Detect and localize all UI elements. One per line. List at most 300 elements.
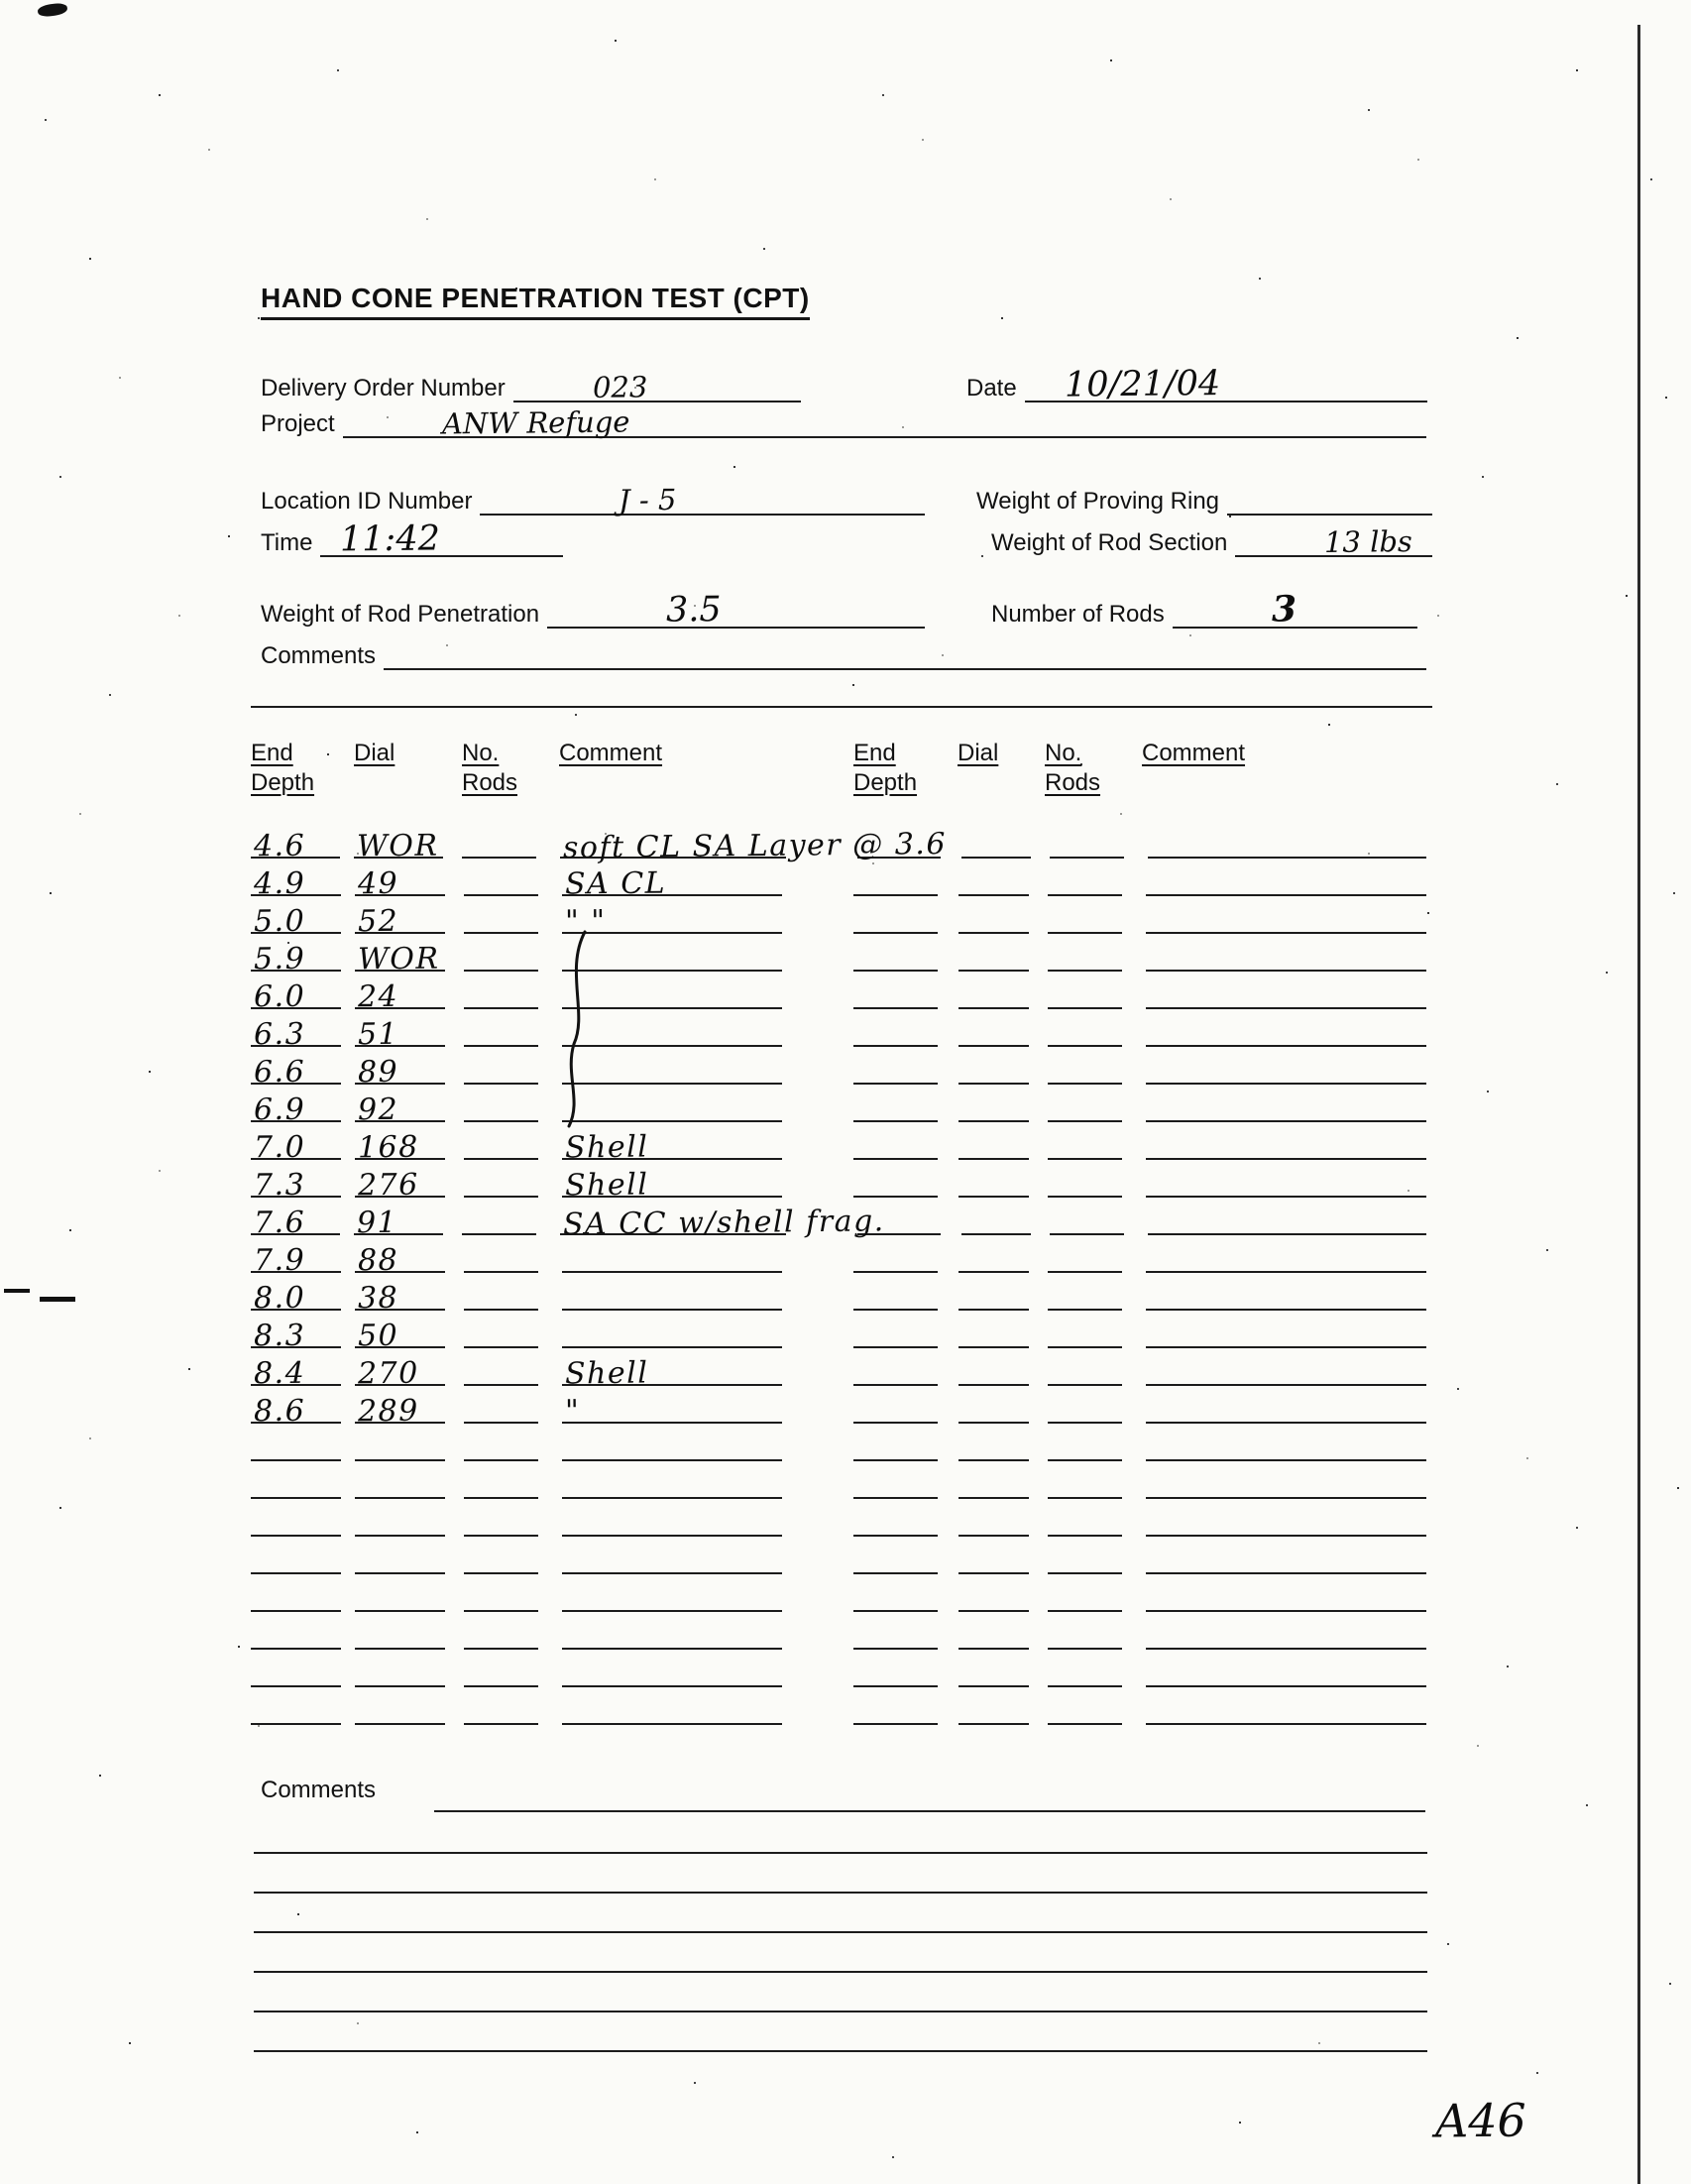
end-depth-value: 7.9 [253, 1242, 306, 1279]
footer-comment-line [254, 1971, 1427, 1973]
comment-value: " [564, 1393, 581, 1430]
no-rods-cell [464, 1610, 538, 1612]
footer-comments-label: Comments [261, 1777, 377, 1803]
no-rods-cell [464, 1309, 538, 1311]
no-rods-cell [464, 1158, 538, 1160]
end-depth-cell-right [853, 1045, 938, 1047]
table-row [251, 1650, 1426, 1687]
comment-cell-right [1146, 1610, 1426, 1612]
end-depth-cell [251, 1092, 341, 1128]
comment-cell [562, 1309, 783, 1311]
date-line [1025, 363, 1427, 405]
footer-comment-line [254, 1931, 1427, 1933]
col-no-rods-right [1045, 739, 1118, 798]
depth-header: Depth [853, 769, 918, 796]
no-rods-cell [464, 932, 538, 934]
no-header: No. [1045, 740, 1082, 766]
end-depth-cell [251, 1016, 341, 1053]
end-depth-cell-right [853, 1497, 938, 1499]
date-value: 10/21/04 [1064, 363, 1221, 405]
comment-header: Comment [559, 740, 663, 766]
comment-cell-right [1146, 1572, 1426, 1574]
comment-cell [562, 1572, 783, 1574]
table-row [251, 972, 1426, 1015]
end-depth-cell-right [853, 1007, 938, 1009]
proving-ring-line [1227, 476, 1432, 516]
table-row [251, 1687, 1426, 1725]
proving-ring-label: Weight of Proving Ring [976, 488, 1220, 515]
table-header [251, 739, 1426, 798]
dial-cell-right [958, 1610, 1028, 1612]
dial-cell [355, 1167, 445, 1204]
end-depth-value: 6.3 [253, 1016, 306, 1053]
dial-cell-right [958, 1120, 1028, 1122]
dial-cell-right [958, 1045, 1028, 1047]
end-depth-cell-right [853, 1723, 938, 1725]
comment-cell [562, 1355, 783, 1392]
table-row [251, 1386, 1426, 1430]
handwritten-brace [561, 930, 589, 1128]
comment-cell-right [1148, 857, 1426, 859]
table-row [251, 1537, 1426, 1574]
scan-artifact-blob [37, 2, 67, 18]
end-header: End [853, 740, 896, 766]
end-depth-cell [251, 903, 341, 940]
col-comment-right [1142, 739, 1426, 768]
no-rods-cell [464, 1045, 538, 1047]
comment-cell [562, 1497, 783, 1499]
dial-value: 91 [357, 1205, 398, 1241]
cpt-readings-table [251, 821, 1426, 1725]
dial-cell [355, 1016, 445, 1053]
rods-header: Rods [1045, 769, 1101, 796]
comment-cell-right [1146, 1648, 1426, 1650]
end-depth-value: 8.6 [253, 1393, 306, 1430]
col-no-rods-left [462, 739, 535, 798]
end-header: End [251, 740, 293, 766]
no-rods-cell-right [1048, 1196, 1122, 1198]
project-line [343, 399, 1426, 441]
no-rods-cell-right [1048, 932, 1122, 934]
location-id-value: J - 5 [619, 482, 677, 517]
dial-cell-right [958, 932, 1028, 934]
table-row [251, 1311, 1426, 1354]
table-row [251, 859, 1426, 902]
no-rods-cell [464, 1083, 538, 1085]
end-depth-cell [251, 941, 341, 977]
no-rods-cell [464, 1007, 538, 1009]
dial-cell [355, 903, 445, 940]
number-of-rods-field [991, 588, 1417, 631]
dial-cell [355, 1459, 445, 1461]
comment-cell [562, 1648, 783, 1650]
end-depth-cell [251, 1723, 341, 1725]
dial-header: Dial [354, 740, 395, 766]
dial-value: 289 [357, 1393, 419, 1430]
comment-cell-right [1146, 1271, 1426, 1273]
end-depth-cell [251, 1572, 341, 1574]
comment-cell-right [1146, 1045, 1426, 1047]
no-rods-cell [464, 894, 538, 896]
end-depth-cell-right [853, 1535, 938, 1537]
end-depth-value: 8.4 [253, 1355, 306, 1392]
no-rods-cell-right [1048, 1685, 1122, 1687]
comment-cell-right [1146, 1083, 1426, 1085]
dial-cell [355, 1280, 445, 1317]
project-field [261, 401, 1426, 441]
no-rods-cell-right [1048, 1346, 1122, 1348]
end-depth-cell [251, 1393, 341, 1430]
end-depth-cell-right [853, 1120, 938, 1122]
end-depth-cell [251, 1497, 341, 1499]
comment-value: soft CL SA Layer @ 3.6 [562, 826, 948, 866]
scan-artifact-dash [4, 1289, 30, 1293]
top-comments-label: Comments [261, 642, 377, 669]
comment-cell [562, 1129, 783, 1166]
table-row [251, 1009, 1426, 1053]
dial-value: 88 [357, 1242, 399, 1279]
top-comments-line [384, 631, 1426, 670]
end-depth-cell-right [853, 1309, 938, 1311]
footer-comment-line [254, 2050, 1427, 2052]
comment-cell [560, 1204, 885, 1242]
no-rods-cell-right [1048, 1045, 1122, 1047]
dial-cell [355, 1355, 445, 1392]
comment-cell-right [1148, 1233, 1426, 1235]
dial-cell [355, 865, 445, 902]
comment-cell-right [1146, 1007, 1426, 1009]
no-rods-cell-right [1050, 857, 1124, 859]
project-label: Project [261, 410, 335, 437]
end-depth-cell [251, 1242, 341, 1279]
end-depth-cell-right [853, 1572, 938, 1574]
dial-value: 89 [357, 1054, 399, 1091]
comment-cell-right [1146, 1535, 1426, 1537]
dial-cell [355, 1648, 445, 1650]
dial-cell [355, 1129, 445, 1166]
end-depth-cell [251, 828, 340, 864]
comment-cell [562, 1723, 783, 1725]
dial-cell-right [958, 1158, 1028, 1160]
dial-cell-right [958, 1535, 1028, 1537]
dial-value: 276 [357, 1167, 419, 1204]
no-rods-cell-right [1048, 1648, 1122, 1650]
comment-cell [562, 1007, 783, 1009]
dial-cell-right [958, 1346, 1028, 1348]
dial-value: 52 [357, 903, 399, 940]
dial-cell-right [958, 1497, 1028, 1499]
dial-value: 168 [357, 1129, 419, 1166]
table-row [251, 896, 1426, 940]
location-id-line [480, 476, 925, 516]
end-depth-value: 5.0 [253, 903, 306, 940]
table-row [251, 1047, 1426, 1091]
dial-cell [355, 1497, 445, 1499]
no-rods-cell-right [1048, 1120, 1122, 1122]
dial-cell [355, 1318, 445, 1354]
rod-penetration-field [261, 591, 925, 629]
dial-cell-right [958, 1572, 1028, 1574]
table-row [251, 1574, 1426, 1612]
end-depth-cell [251, 1054, 341, 1091]
end-depth-cell-right [853, 1685, 938, 1687]
comment-cell [562, 1120, 783, 1122]
no-rods-cell-right [1048, 1723, 1122, 1725]
delivery-order-field [261, 365, 801, 402]
table-row [251, 1085, 1426, 1128]
end-depth-value: 7.3 [253, 1167, 306, 1204]
dial-cell [355, 1685, 445, 1687]
end-depth-cell [251, 1205, 340, 1241]
comment-cell-right [1146, 1723, 1426, 1725]
table-row [251, 1348, 1426, 1392]
comment-header: Comment [1142, 740, 1246, 766]
page-corner-mark: A46 [1434, 2093, 1527, 2148]
end-depth-cell-right [853, 1459, 938, 1461]
footer-comment-line [434, 1810, 1425, 1812]
end-depth-cell [251, 1318, 341, 1354]
comment-value: SA CL [564, 865, 667, 902]
comment-value: SA CC w/shell frag. [562, 1204, 885, 1242]
no-rods-cell-right [1048, 1309, 1122, 1311]
dial-cell [355, 1054, 445, 1091]
end-depth-cell [251, 1167, 341, 1204]
no-rods-cell-right [1048, 1007, 1122, 1009]
dial-cell-right [958, 1422, 1028, 1424]
no-rods-cell [464, 1685, 538, 1687]
no-rods-cell [464, 1648, 538, 1650]
dial-value: WOR [357, 941, 440, 977]
dial-value: 24 [357, 978, 399, 1015]
end-depth-value: 6.9 [253, 1092, 306, 1128]
scan-edge-line [1637, 25, 1640, 2184]
dial-value: 51 [357, 1016, 399, 1053]
end-depth-value: 7.6 [253, 1205, 306, 1241]
end-depth-cell-right [853, 894, 938, 896]
table-row [251, 1273, 1426, 1317]
end-depth-cell-right [853, 1346, 938, 1348]
dial-cell-right [958, 1648, 1028, 1650]
end-depth-value: 8.3 [253, 1318, 306, 1354]
no-rods-cell [464, 1422, 538, 1424]
dial-value: 270 [357, 1355, 419, 1392]
dial-cell [355, 1092, 445, 1128]
comment-cell [562, 903, 783, 940]
comment-cell-right [1146, 894, 1426, 896]
rod-penetration-label: Weight of Rod Penetration [261, 601, 540, 628]
dial-cell-right [961, 857, 1031, 859]
dial-cell-right [958, 1723, 1028, 1725]
end-depth-cell [251, 1280, 341, 1317]
end-depth-cell [251, 1129, 341, 1166]
dial-cell-right [958, 1007, 1028, 1009]
proving-ring-field [976, 478, 1432, 516]
end-depth-cell [251, 978, 341, 1015]
comment-cell-right [1146, 1497, 1426, 1499]
delivery-order-line [513, 363, 801, 402]
no-rods-cell [464, 970, 538, 972]
table-row [251, 821, 1426, 866]
rod-section-field [991, 519, 1432, 557]
dial-value: WOR [357, 828, 439, 864]
no-rods-cell-right [1048, 894, 1122, 896]
table-row [251, 1499, 1426, 1537]
table-row [251, 1198, 1426, 1242]
comment-cell [562, 1685, 783, 1687]
no-rods-cell [464, 1346, 538, 1348]
no-rods-cell [464, 1535, 538, 1537]
time-label: Time [261, 529, 313, 556]
no-rods-cell-right [1048, 1572, 1122, 1574]
end-depth-cell-right [853, 1158, 938, 1160]
comment-cell [562, 1083, 783, 1085]
comment-cell-right [1146, 932, 1426, 934]
footer-comment-line [254, 2011, 1427, 2012]
number-of-rods-value: 3 [1271, 588, 1297, 631]
dial-cell [355, 1610, 445, 1612]
comment-cell [562, 1271, 783, 1273]
rod-section-line [1235, 517, 1432, 557]
depth-header: Depth [251, 769, 315, 796]
dial-cell [355, 978, 445, 1015]
end-depth-value: 6.0 [253, 978, 306, 1015]
no-rods-cell-right [1048, 1610, 1122, 1612]
comment-cell [562, 1393, 783, 1430]
comment-value: Shell [564, 1129, 649, 1166]
table-row [251, 1122, 1426, 1166]
comment-cell [562, 1610, 783, 1612]
time-value: 11:42 [340, 518, 441, 560]
location-id-label: Location ID Number [261, 488, 473, 515]
comment-cell [562, 1346, 783, 1348]
comment-cell-right [1146, 1459, 1426, 1461]
dial-cell-right [961, 1233, 1031, 1235]
time-line [320, 517, 563, 560]
no-rods-cell-right [1048, 1158, 1122, 1160]
comment-cell-right [1146, 1158, 1426, 1160]
end-depth-value: 4.9 [253, 865, 306, 902]
end-depth-value: 8.0 [253, 1280, 306, 1317]
time-field [261, 518, 563, 560]
end-depth-value: 6.6 [253, 1054, 306, 1091]
end-depth-cell [251, 865, 341, 902]
dial-cell [355, 1572, 445, 1574]
no-rods-cell [464, 1196, 538, 1198]
no-rods-cell [464, 1271, 538, 1273]
scan-noise-light [0, 0, 2, 2]
no-rods-cell-right [1050, 1233, 1124, 1235]
no-rods-cell [464, 1384, 538, 1386]
table-row [251, 1461, 1426, 1499]
end-depth-cell-right [853, 1196, 938, 1198]
no-rods-cell-right [1048, 1535, 1122, 1537]
end-depth-value: 5.9 [253, 941, 306, 977]
end-depth-cell-right [853, 970, 938, 972]
col-dial-left [354, 739, 443, 768]
end-depth-cell [251, 1355, 341, 1392]
no-rods-cell-right [1048, 1497, 1122, 1499]
end-depth-value: 7.0 [253, 1129, 306, 1166]
end-depth-cell-right [853, 1648, 938, 1650]
table-row [251, 1235, 1426, 1279]
end-depth-cell-right [853, 1610, 938, 1612]
col-end-depth-left [251, 739, 340, 798]
col-comment-left [559, 739, 782, 768]
comment-cell [562, 970, 783, 972]
comment-cell-right [1146, 1309, 1426, 1311]
project-value: ANW Refuge [441, 404, 630, 441]
comment-cell-right [1146, 1120, 1426, 1122]
dial-cell [355, 941, 445, 977]
end-depth-cell [251, 1648, 341, 1650]
comment-cell [562, 865, 783, 902]
no-rods-cell [464, 1459, 538, 1461]
no-rods-cell-right [1048, 1459, 1122, 1461]
no-rods-cell [464, 1572, 538, 1574]
no-rods-cell [464, 1723, 538, 1725]
comment-cell-right [1146, 1346, 1426, 1348]
dial-value: 50 [357, 1318, 399, 1354]
dial-cell-right [958, 970, 1028, 972]
end-depth-cell-right [853, 1083, 938, 1085]
no-rods-cell-right [1048, 1271, 1122, 1273]
end-depth-cell [251, 1535, 341, 1537]
rod-section-label: Weight of Rod Section [991, 529, 1228, 556]
end-depth-cell-right [853, 1271, 938, 1273]
end-depth-cell-right [853, 1422, 938, 1424]
comment-cell [560, 826, 948, 866]
comment-cell [562, 1535, 783, 1537]
form-title: HAND CONE PENETRATION TEST (CPT) [261, 283, 810, 320]
table-row [251, 1424, 1426, 1461]
comment-value: Shell [564, 1167, 649, 1204]
dial-cell-right [958, 1309, 1028, 1311]
comment-cell-right [1146, 1384, 1426, 1386]
comment-cell-right [1146, 1685, 1426, 1687]
comment-value: Shell [564, 1355, 649, 1392]
dial-cell [354, 1205, 443, 1241]
comment-cell [562, 1045, 783, 1047]
dial-cell [355, 1535, 445, 1537]
comment-cell-right [1146, 1422, 1426, 1424]
comment-cell-right [1146, 970, 1426, 972]
dial-value: 92 [357, 1092, 399, 1128]
date-field [966, 363, 1427, 405]
table-row [251, 934, 1426, 977]
dial-cell [354, 828, 443, 864]
comment-value: " " [564, 903, 607, 940]
dial-header: Dial [958, 740, 999, 766]
top-comments-field [261, 632, 1426, 670]
dial-cell-right [958, 1685, 1028, 1687]
end-depth-cell-right [853, 1384, 938, 1386]
dial-cell [355, 1393, 445, 1430]
no-rods-cell [464, 1497, 538, 1499]
end-depth-cell [251, 1459, 341, 1461]
footer-comment-line [254, 1852, 1427, 1854]
table-row [251, 1612, 1426, 1650]
dial-cell-right [958, 1384, 1028, 1386]
no-rods-cell [464, 1120, 538, 1122]
no-rods-cell-right [1048, 970, 1122, 972]
dial-cell-right [958, 1459, 1028, 1461]
date-label: Date [966, 375, 1017, 402]
dial-value: 49 [357, 865, 399, 902]
col-end-depth-right [853, 739, 937, 798]
dial-cell [355, 1723, 445, 1725]
rods-header: Rods [462, 769, 518, 796]
location-id-field [261, 478, 925, 516]
